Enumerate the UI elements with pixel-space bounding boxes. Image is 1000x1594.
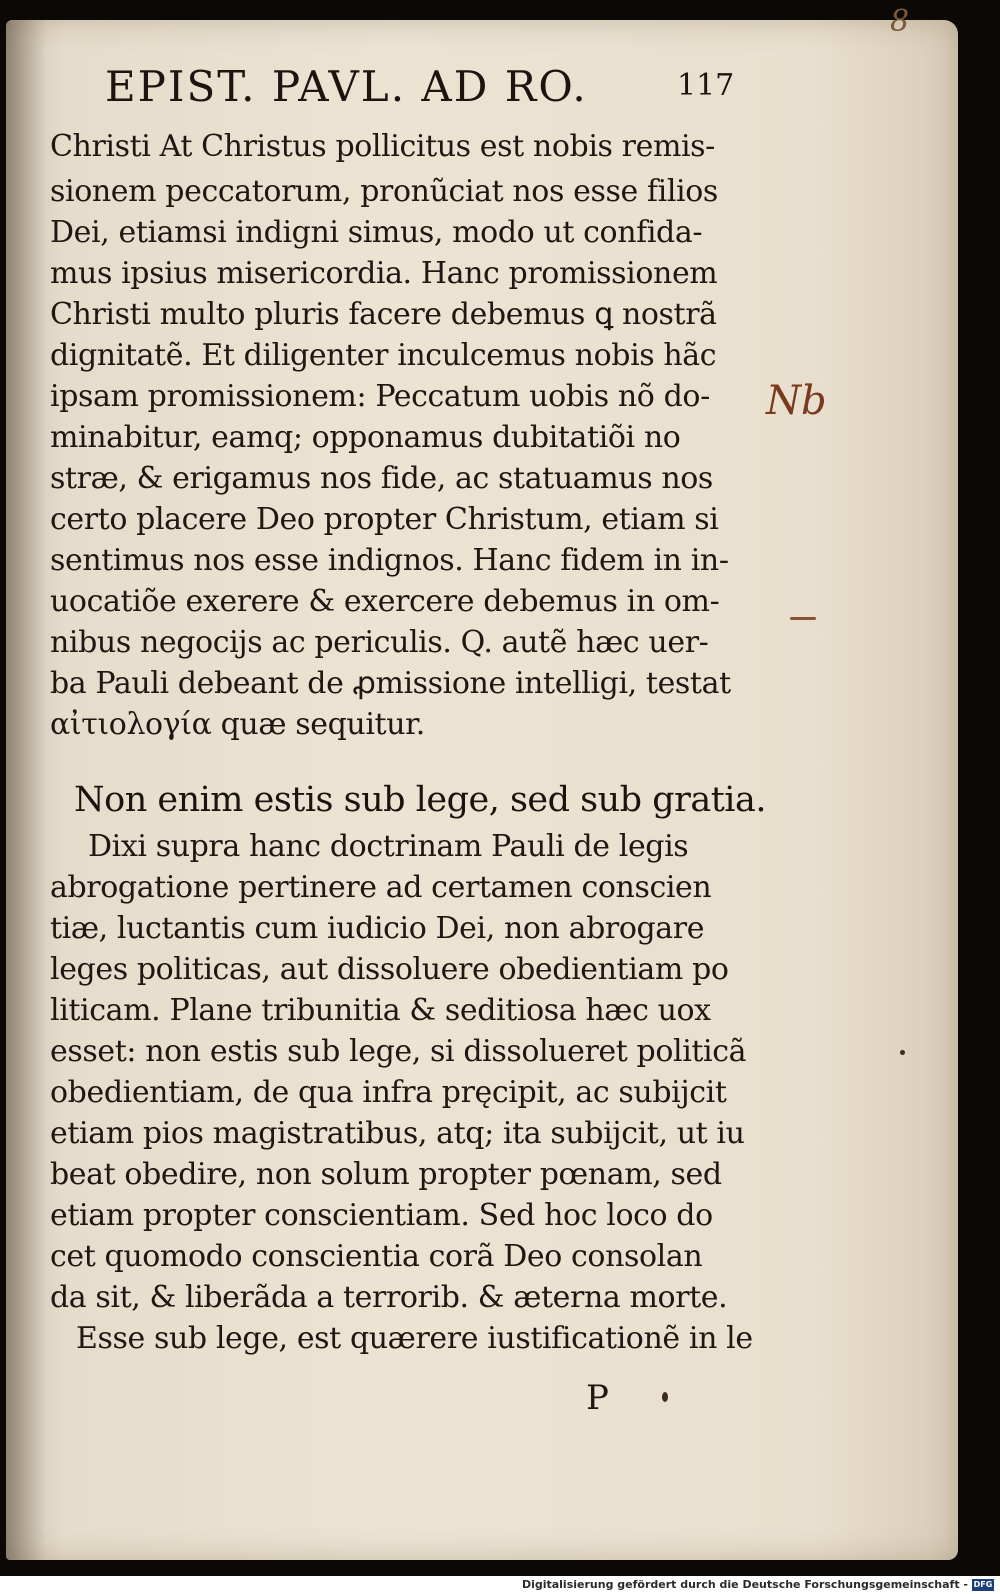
text-line: esset: non estis sub lege, si dissolueret politicã: [50, 1034, 747, 1069]
text-line: leges politicas, aut dissoluere obedientiam po: [50, 952, 729, 987]
text-line: stræ, & erigamus nos fide, ac statuamus nos: [50, 461, 713, 496]
text-line: sentimus nos esse indignos. Hanc fidem in in-: [50, 543, 729, 578]
text-line: dignitatẽ. Et diligenter inculcemus nobis hãc: [50, 338, 717, 373]
text-line: Christi multo pluris facere debemus ꝗ nostrã: [50, 297, 717, 332]
running-head: [105, 62, 745, 111]
page-number: 117: [677, 68, 735, 103]
text-line: nibus negocijs ac periculis. Q. autẽ hæc uer-: [50, 625, 709, 660]
text-line: Dixi supra hanc doctrinam Pauli de legis: [88, 829, 689, 864]
text-line: obedientiam, de qua infra pręcipit, ac subijcit: [50, 1075, 727, 1110]
text-line: liticam. Plane tribunitia & seditiosa hæc uox: [50, 993, 711, 1028]
signature-mark: P: [586, 1378, 609, 1418]
text-line: Esse sub lege, est quærere iustificationẽ in le: [76, 1321, 753, 1356]
text-line: da sit, & liberãda a terrorib. & æterna morte.: [50, 1280, 728, 1315]
text-line: Christi At Christus pollicitus est nobis remis-: [50, 129, 715, 164]
text-line: uocatiõe exerere & exercere debemus in om-: [50, 584, 720, 619]
text-line: sionem peccatorum, pronũciat nos esse filios: [50, 174, 718, 209]
text-line: αἰτιολογία quæ sequitur.: [50, 707, 425, 742]
ink-mark: [900, 1050, 905, 1055]
text-line: ba Pauli debeant de ꝓmissione intelligi, testat: [50, 666, 731, 701]
margin-dash-mark: [790, 617, 816, 620]
text-line: etiam propter conscientiam. Sed hoc loco do: [50, 1198, 713, 1233]
text-line: Dei, etiamsi indigni simus, modo ut confida-: [50, 215, 703, 250]
text-line: ipsam promissionem: Peccatum uobis nõ do-: [50, 379, 710, 414]
page-gutter-shadow: [6, 20, 46, 1560]
corner-handwritten-mark: 8: [890, 4, 910, 39]
text-line: abrogatione pertinere ad certamen conscien: [50, 870, 712, 905]
margin-annotation: Nb: [766, 378, 827, 424]
text-line: minabitur, eamq; opponamus dubitatiõi no: [50, 420, 681, 455]
text-line: cet quomodo conscientia corã Deo consolan: [50, 1239, 703, 1274]
running-head-title: EPIST. PAVL. AD RO.: [105, 62, 588, 111]
section-heading: Non enim estis sub lege, sed sub gratia.: [74, 780, 766, 820]
ink-mark: [662, 1392, 668, 1402]
text-line: beat obedire, non solum propter pœnam, sed: [50, 1157, 722, 1192]
text-line: certo placere Deo propter Christum, etiam si: [50, 502, 719, 537]
dfg-logo: DFG: [973, 1580, 993, 1589]
text-line: tiæ, luctantis cum iudicio Dei, non abrogare: [50, 911, 705, 946]
text-line: etiam pios magistratibus, atq; ita subijcit, ut iu: [50, 1116, 745, 1151]
footer-credit: Digitalisierung gefördert durch die Deutsche Forschungsgemeinschaft -: [521, 1578, 968, 1591]
text-line: mus ipsius misericordia. Hanc promissionem: [50, 256, 718, 291]
